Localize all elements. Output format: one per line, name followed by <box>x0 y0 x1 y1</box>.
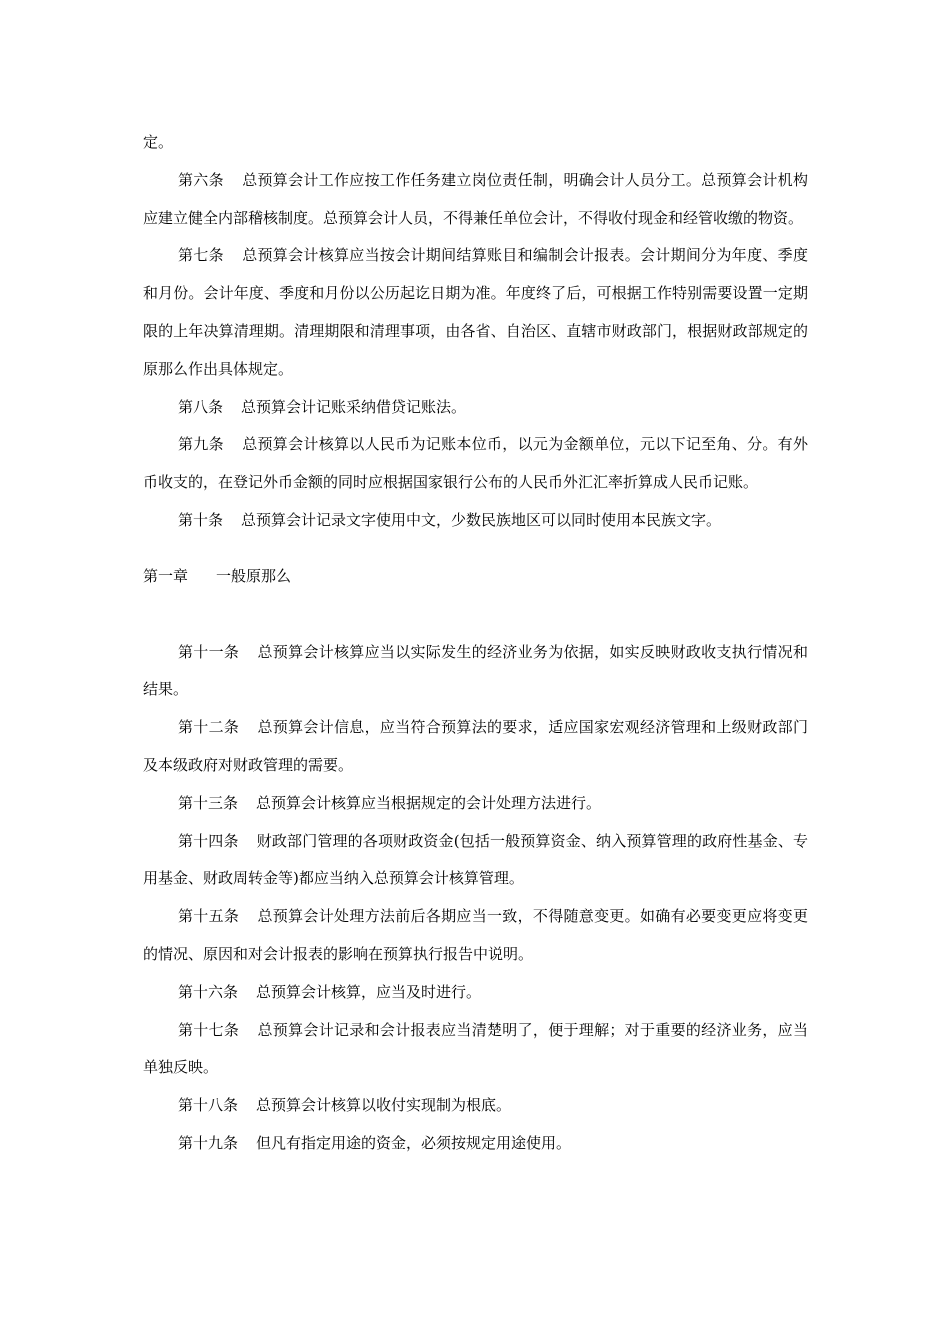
article-number: 第十三条 <box>178 793 239 812</box>
article-number: 第十二条 <box>178 718 240 737</box>
article-number: 第七条 <box>178 246 224 265</box>
article-13 <box>143 785 808 823</box>
article-text: 总预算会计信息，应当符合预算法的要求，适应国家宏观经济管理和上级财政部门及本级政府对财政管理的需要。 <box>143 718 808 774</box>
article-number: 第十五条 <box>178 907 240 926</box>
article-number: 第八条 <box>178 397 224 416</box>
article-number: 第十一条 <box>178 642 240 661</box>
article-text: 总预算会计工作应按工作任务建立岗位责任制，明确会计人员分工。总预算会计机构应建立健全内部稽核制度。总预算会计人员，不得兼任单位会计，不得收付现金和经管收缴的物资。 <box>143 170 808 227</box>
article-7 <box>143 237 808 388</box>
article-number: 第十七条 <box>178 1020 240 1039</box>
article-text: 总预算会计处理方法前后各期应当一致，不得随意变更。如确有必要变更应将变更的情况、原因和对会计报表的影响在预算执行报告中说明。 <box>143 907 808 963</box>
article-number: 第十四条 <box>178 831 239 850</box>
article-number: 第六条 <box>178 170 224 189</box>
article-12 <box>143 709 808 785</box>
intro-fragment: 定。 <box>143 133 174 151</box>
article-text: 总预算会计核算应当按会计期间结算账目和编制会计报表。会计期间分为年度、季度和月份。会计年度、季度和月份以公历起讫日期为准。年度终了后，可根据工作特别需要设置一定期限的上年决算清理期。清理期限和清理事项，由各省、自治区、直辖市财政部门，根据财政部规定的原那么作出具体规定。 <box>143 246 808 378</box>
article-text: 总预算会计记账采纳借贷记账法。 <box>241 397 467 416</box>
article-9 <box>143 426 808 502</box>
article-number: 第十八条 <box>178 1096 239 1115</box>
article-text: 总预算会计核算应当以实际发生的经济业务为依据，如实反映财政收支执行情况和结果。 <box>143 642 808 699</box>
article-text: 总预算会计记录和会计报表应当清楚明了，便于理解；对于重要的经济业务，应当单独反映。 <box>143 1020 808 1077</box>
article-16 <box>143 974 808 1012</box>
article-number: 第十九条 <box>178 1133 239 1152</box>
chapter-number: 第一章 <box>143 566 189 585</box>
article-10 <box>143 502 808 540</box>
article-text: 总预算会计核算以收付实现制为根底。 <box>256 1096 512 1115</box>
article-15 <box>143 898 808 974</box>
article-text: 总预算会计核算，应当及时进行。 <box>256 982 482 1001</box>
article-text: 总预算会计核算应当根据规定的会计处理方法进行。 <box>256 793 602 812</box>
article-number: 第十条 <box>178 510 224 529</box>
article-number: 第九条 <box>178 435 224 454</box>
article-text: 财政部门管理的各项财政资金(包括一般预算资金、纳入预算管理的政府性基金、专用基金、财政周转金等)都应当纳入总预算会计核算管理。 <box>143 831 808 888</box>
chapter-heading <box>143 558 808 596</box>
article-6 <box>143 162 808 238</box>
document-page <box>143 124 808 1163</box>
article-17 <box>143 1012 808 1088</box>
article-11 <box>143 634 808 710</box>
article-14 <box>143 823 808 899</box>
article-18 <box>143 1087 808 1125</box>
article-19 <box>143 1125 808 1163</box>
article-number: 第十六条 <box>178 982 239 1001</box>
article-text: 总预算会计记录文字使用中文，少数民族地区可以同时使用本民族文字。 <box>241 510 722 529</box>
article-text: 总预算会计核算以人民币为记账本位币，以元为金额单位，元以下记至角、分。有外币收支的，在登记外币金额的同时应根据国家银行公布的人民币外汇汇率折算成人民币记账。 <box>143 435 808 492</box>
article-8 <box>143 389 808 427</box>
article-text: 但凡有指定用途的资金，必须按规定用途使用。 <box>256 1133 572 1152</box>
chapter-title: 一般原那么 <box>216 566 292 585</box>
